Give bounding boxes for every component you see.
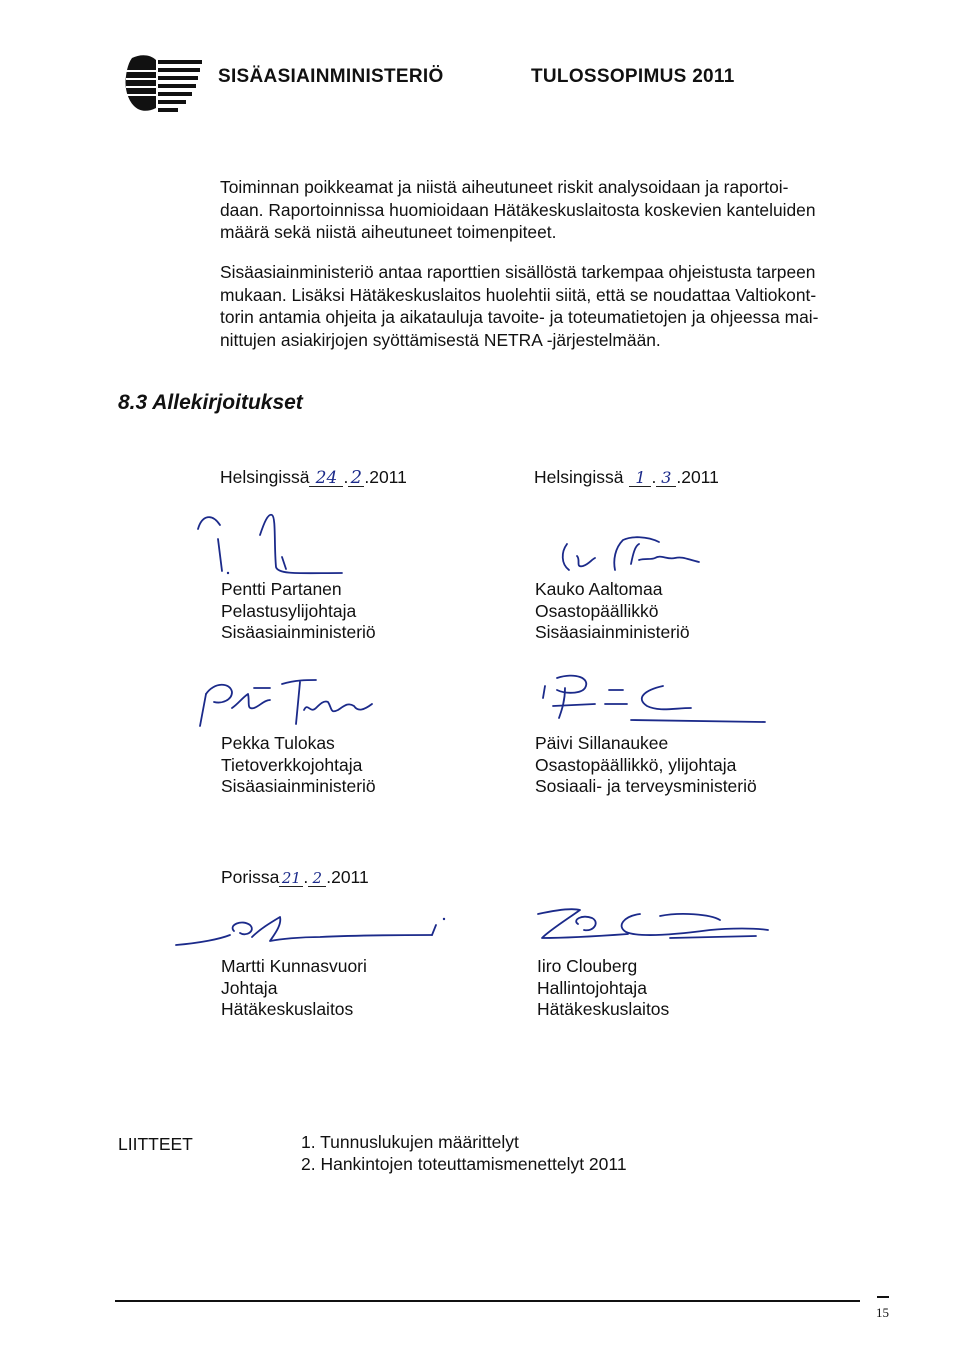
signatory-role: Osastopäällikkö, ylijohtaja [535, 754, 737, 775]
signatory-org: Sisäasiainministeriö [221, 622, 376, 642]
footer-tick [877, 1296, 889, 1298]
signatory-name: Kauko Aaltomaa [535, 579, 663, 599]
header-document-title: TULOSSOPIMUS 2011 [531, 66, 735, 87]
signatory-kunnasvuori [221, 956, 367, 1021]
signatory-org: Sisäasiainministeriö [221, 776, 376, 796]
section-heading: 8.3 Allekirjoitukset [118, 391, 303, 414]
paragraph-line: määrä sekä niistä aiheutuneet toimenpiteet. [220, 222, 557, 242]
year-text: .2011 [364, 467, 407, 487]
handwritten-day: 1 [629, 470, 651, 487]
signatory-sillanaukee [535, 733, 757, 798]
signatory-role: Osastopäällikkö [535, 600, 659, 621]
paragraph-1 [220, 176, 900, 244]
place-date-pori: Porissa 21 . 2 .2011 [221, 867, 369, 887]
signature-sillanaukee [535, 668, 775, 730]
attachments-list [301, 1131, 627, 1175]
handwritten-day: 24 [309, 470, 343, 487]
signatory-name: Iiro Clouberg [537, 956, 638, 976]
signatory-org: Sosiaali- ja terveysministeriö [535, 776, 757, 796]
paragraph-line: Toiminnan poikkeamat ja niistä aiheutuneet riskit analysoidaan ja raportoi- [220, 177, 789, 197]
paragraph-line: Sisäasiainministeriö antaa raporttien sisällöstä tarkempaa ohjeistusta tarpeen [220, 262, 816, 282]
signatory-name: Martti Kunnasvuori [221, 956, 367, 976]
signatory-tulokas [221, 733, 376, 798]
paragraph-line: torin antamia ohjeita ja aikatauluja tavoite- ja toteumatietojen ja ohjeessa mai- [220, 307, 819, 327]
signatory-org: Hätäkeskuslaitos [221, 999, 354, 1019]
signatory-aaltomaa [535, 579, 690, 644]
year-text: .2011 [326, 867, 369, 887]
paragraph-line: nittujen asiakirjojen syöttämisestä NETRA -järjestelmään. [220, 329, 661, 350]
signatory-role: Tietoverkkojohtaja [221, 754, 363, 775]
signature-tulokas [192, 668, 392, 732]
paragraph-line: daan. Raportoinnissa huomioidaan Hätäkeskuslaitosta koskevien kanteluiden [220, 199, 816, 220]
handwritten-month: 3 [656, 470, 676, 487]
signature-clouberg [520, 900, 780, 952]
place-date-left: Helsingissä 24 . 2 .2011 [220, 467, 407, 488]
signatory-role: Pelastusylijohtaja [221, 600, 357, 621]
handwritten-day: 21 [279, 871, 303, 887]
place-name: Helsingissä [534, 467, 624, 487]
attachments-label: LIITTEET [118, 1134, 193, 1154]
header-ministry: SISÄASIAINMINISTERIÖ [218, 66, 444, 87]
signatory-partanen [221, 579, 376, 644]
attachment-item: 1. Tunnuslukujen määrittelyt [301, 1132, 519, 1152]
signatory-role: Johtaja [221, 977, 278, 998]
page-number: 15 [876, 1305, 889, 1320]
handwritten-month: 2 [348, 470, 364, 487]
signatory-name: Päivi Sillanaukee [535, 733, 669, 753]
signatory-role: Hallintojohtaja [537, 977, 647, 998]
paragraph-2 [220, 261, 900, 351]
signatory-name: Pentti Partanen [221, 579, 342, 599]
place-name: Porissa [221, 867, 280, 887]
ministry-logo-icon [110, 48, 206, 118]
attachment-item: 2. Hankintojen toteuttamismenettelyt 2011 [301, 1154, 627, 1174]
signature-kunnasvuori [170, 905, 460, 953]
signature-partanen [192, 505, 372, 577]
footer-rule [115, 1300, 860, 1302]
signatory-org: Hätäkeskuslaitos [537, 999, 670, 1019]
paragraph-line: mukaan. Lisäksi Hätäkeskuslaitos huolehtii siitä, että se noudattaa Valtiokont- [220, 284, 817, 305]
place-name: Helsingissä [220, 467, 310, 487]
place-date-right: Helsingissä 1 . 3 .2011 [534, 467, 719, 487]
signatory-org: Sisäasiainministeriö [535, 622, 690, 642]
signatory-name: Pekka Tulokas [221, 733, 335, 753]
handwritten-month: 2 [308, 871, 326, 887]
signatory-clouberg [537, 956, 669, 1021]
year-text: .2011 [676, 467, 719, 487]
